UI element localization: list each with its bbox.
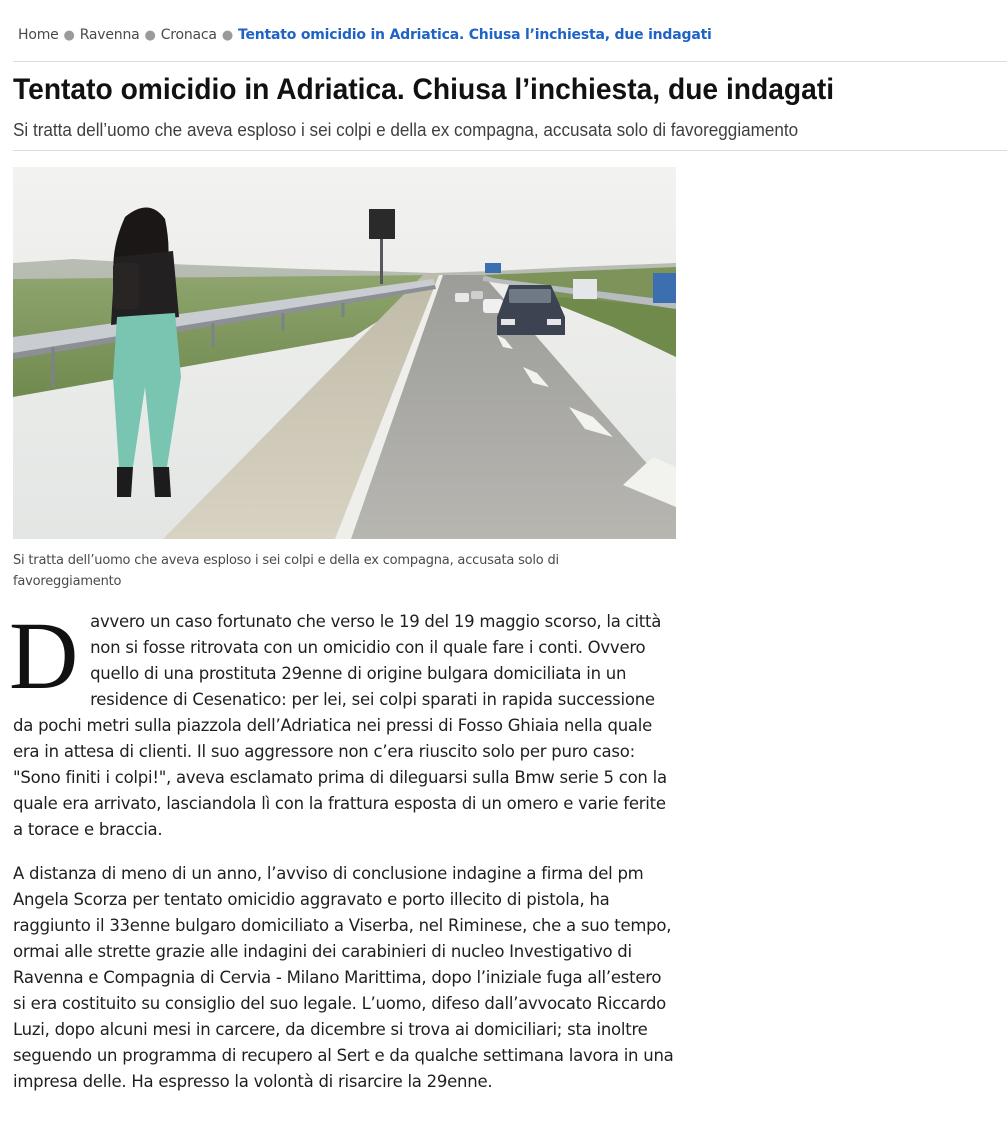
article-title: Tentato omicidio in Adriatica. Chiusa l’inchiesta, due indagati [13,73,835,106]
article-paragraph [9,602,677,843]
article-paragraph [13,861,677,1095]
header-divider [13,61,1007,62]
breadcrumb-home-link[interactable]: Home [18,27,59,43]
breadcrumb [18,24,712,46]
drop-cap: D [9,602,79,709]
breadcrumb-ravenna-link[interactable]: Ravenna [79,27,140,43]
article-body [9,602,677,1113]
image-caption: Si tratta dell’uomo che aveva esploso i sei colpi e della ex compagna, accusata solo di favoreggiamento [13,553,559,589]
breadcrumb-current-article[interactable]: Tentato omicidio in Adriatica. Chiusa l’inchiesta, due indagati [237,27,712,43]
paragraph-text: A distanza di meno di un anno, l’avviso di conclusione indagine a firma del pm Angela Scorza per tentato omicidio aggravato e porto illecito di pistola, ha raggiunto il 33enne bulgaro domiciliato a Viserba, nel Riminese, che a suo tempo, ormai alle strette grazie alle indagini dei carabinieri di nucleo Investigativo di Ravenna e Compagnia di Cervia - Milano Marittima, dopo l’iniziale fuga all’estero si era costituito su consiglio del suo legale. L’uomo, difeso dall’avvocato Riccardo Luzi, dopo alcuni mesi in carcere, da dicembre si trova ai domiciliari; sta inoltre seguendo un programma di recupero al Sert e da qualche settimana lavora in una impresa delle. Ha espresso la volontà di risarcire la 29enne. [13,864,674,1091]
breadcrumb-separator: ● [63,27,75,43]
breadcrumb-separator: ● [144,27,156,43]
article-photo[interactable] [13,167,676,539]
title-divider [13,150,1007,151]
breadcrumb-separator: ● [221,27,233,43]
article-subtitle: Si tratta dell’uomo che aveva esploso i sei colpi e della ex compagna, accusata solo di favoreggiamento [13,120,799,140]
breadcrumb-cronaca-link[interactable]: Cronaca [160,27,217,43]
paragraph-text: avvero un caso fortunato che verso le 19 del 19 maggio scorso, la città non si fosse ritrovata con un omicidio con il quale fare i conti. Ovvero quello di una prostituta 29enne di origine bulgara domiciliata in un residence di Cesenatico: per lei, sei colpi sparati in rapida successione da pochi metri sulla piazzola dell’Adriatica nei pressi di Fosso Ghiaia nella quale era in attesa di clienti. Il suo aggressore non c’era riuscito solo per puro caso: "Sono finiti i colpi!", aveva esclamato prima di dileguarsi sulla Bmw serie 5 con la quale era arrivato, lasciandola lì con la frattura esposta di un omero e varie ferite a torace e braccia. [13,612,667,839]
